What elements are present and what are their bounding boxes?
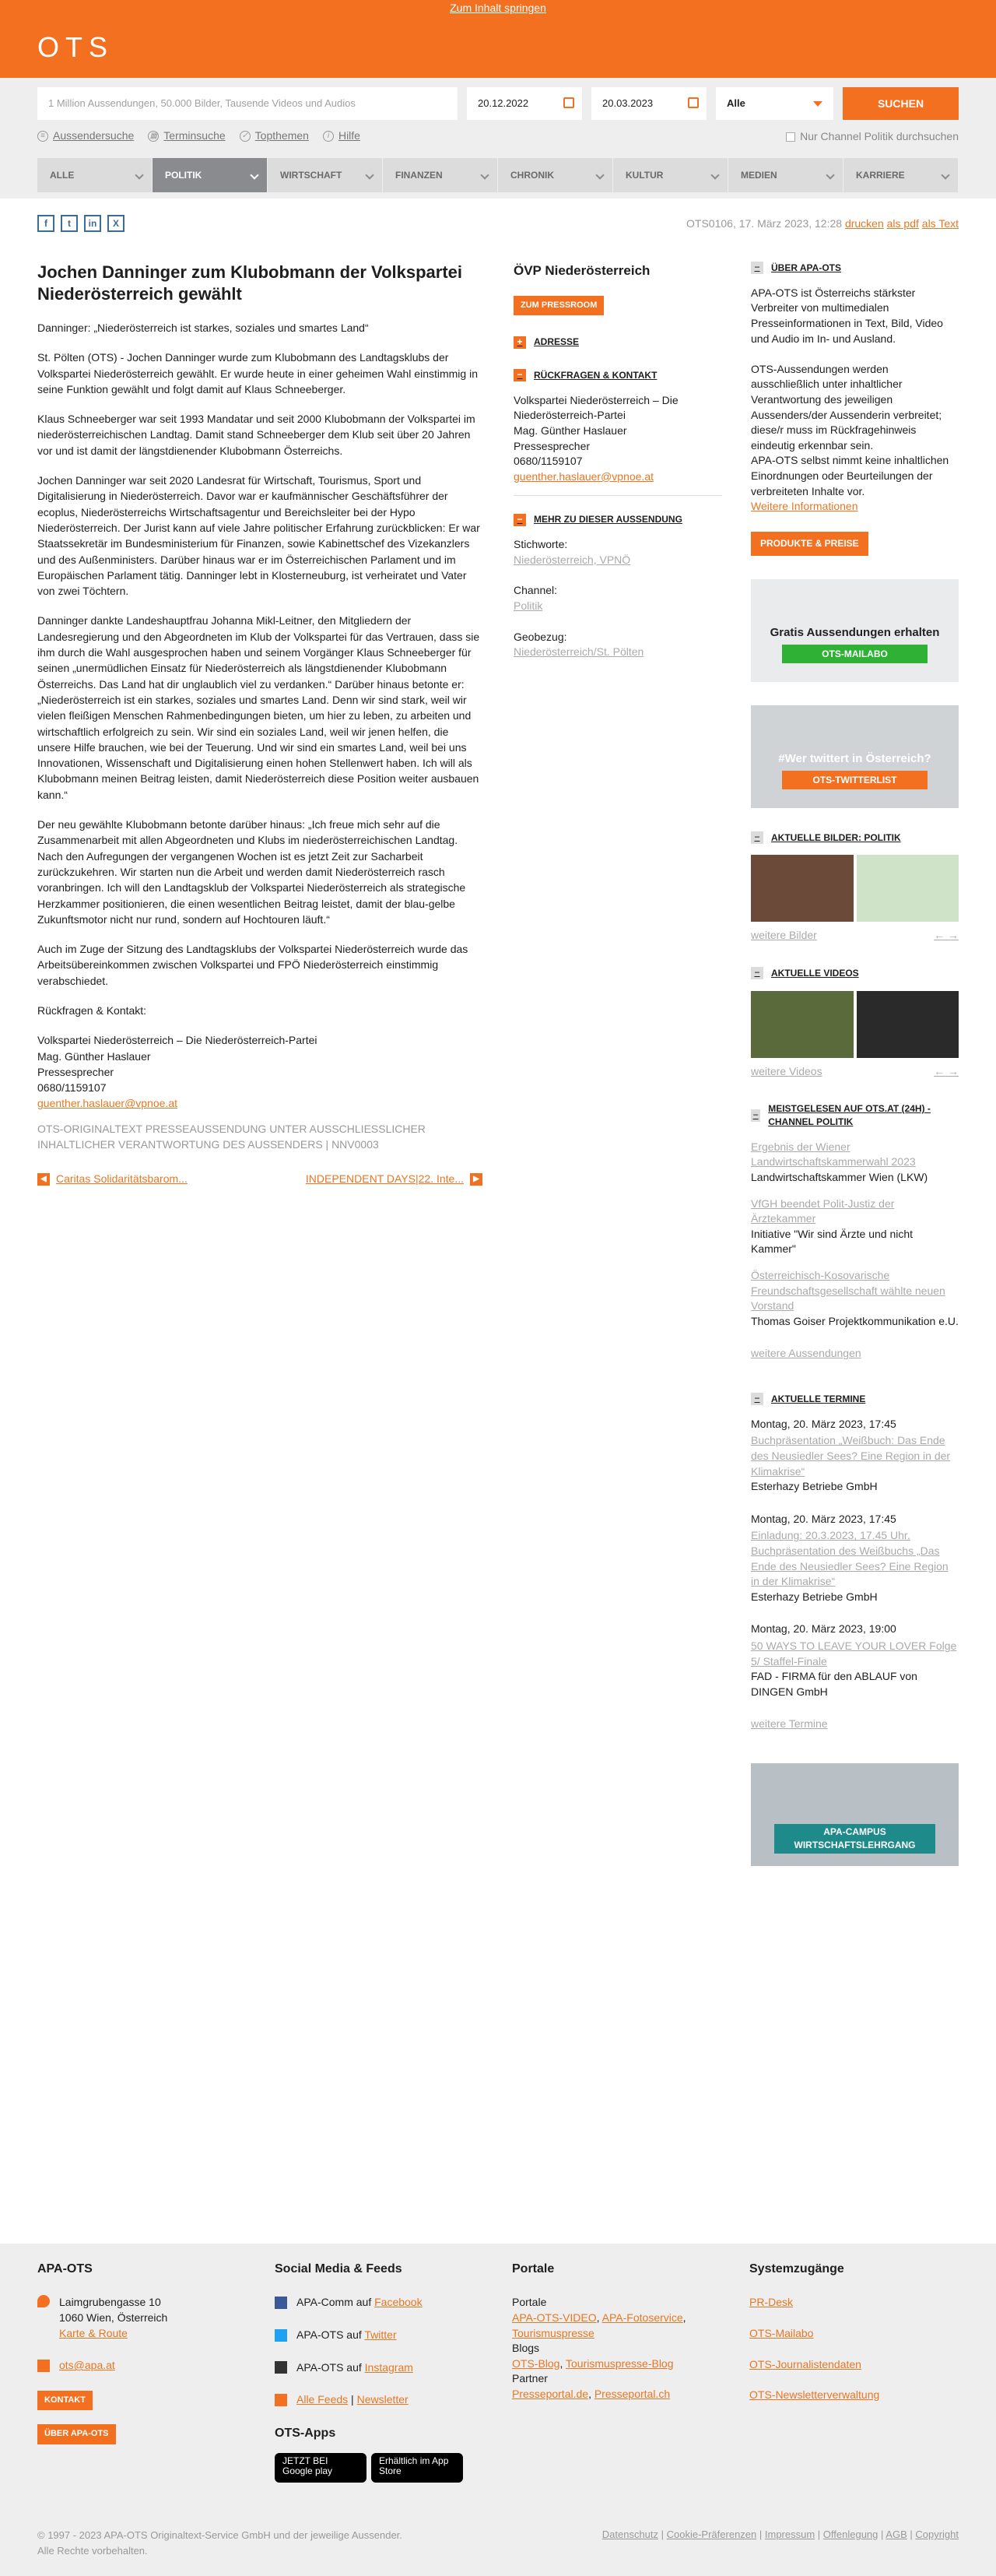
termin-org: Esterhazy Betriebe GmbH: [751, 1590, 878, 1603]
adresse-toggle[interactable]: + ADRESSE: [514, 336, 722, 349]
weitere-videos-link[interactable]: weitere Videos: [751, 1064, 822, 1077]
termin-link[interactable]: Einladung: 20.3.2023, 17.45 Uhr, Buchpräsentation des Weißbuchs „Das Ende des Neusiedler Sees? Eine Region in der Klimakrise“: [751, 1529, 949, 1588]
article-paragraph: St. Pölten (OTS) - Jochen Danninger wurde zum Klubobmann des Landtagsklubs der Volkspartei Niederösterreich gewählt. Er wurde heute in einer geheimen Wahl einstimmig in seine Funktion gewählt und folgt damit auf Klaus Schneeberger.: [37, 351, 478, 395]
meist-org: Thomas Goiser Projektkommunikation e.U.: [751, 1314, 959, 1327]
weitere-aussendungen-link[interactable]: weitere Aussendungen: [751, 1347, 861, 1360]
copyright: © 1997 - 2023 APA-OTS Originaltext-Service GmbH und der jeweilige Aussender. Alle Rechte vorbehalten.: [37, 2529, 402, 2557]
ueber-button[interactable]: ÜBER APA-OTS: [37, 2424, 116, 2444]
footer-col-portale: Portale Portale APA-OTS-VIDEO, APA-Fotoservice, Tourismuspresse Blogs OTS-Blog, Tourismuspresse-Blog Partner Presseportal.de, Presseportal.ch: [512, 2261, 722, 2402]
app-store-badge[interactable]: Erhältlich im App Store: [371, 2453, 463, 2483]
portal-link[interactable]: Tourismuspresse: [512, 2326, 594, 2339]
footer: [0, 2244, 996, 2576]
news-image-thumb[interactable]: [751, 855, 854, 922]
article-meta: OTS0106, 17. März 2023, 12:28 drucken als pdf als Text: [686, 217, 959, 230]
footer-heading: OTS-Apps: [275, 2426, 336, 2440]
minus-icon: −: [514, 369, 526, 381]
checkbox[interactable]: [786, 132, 795, 142]
kontakt-toggle[interactable]: − RÜCKFRAGEN & KONTAKT: [514, 369, 722, 382]
kontakt-button[interactable]: KONTAKT: [37, 2391, 93, 2410]
sender-info: [514, 262, 722, 660]
impressum-link[interactable]: Impressum: [764, 2529, 815, 2540]
weitere-info-link[interactable]: Weitere Informationen: [751, 500, 858, 513]
footer-heading: APA-OTS: [37, 2262, 93, 2276]
skip-link[interactable]: Zum Inhalt springen: [450, 2, 546, 14]
meist-org: Landwirtschaftskammer Wien (LKW): [751, 1171, 928, 1184]
termin-date: Montag, 20. März 2023, 19:00: [751, 1622, 896, 1636]
nav-karriere[interactable]: KARRIERE: [843, 158, 959, 192]
channel-link[interactable]: Politik: [514, 599, 543, 612]
route-link[interactable]: Karte & Route: [59, 2326, 128, 2339]
weitere-termine-link[interactable]: weitere Termine: [751, 1717, 828, 1731]
ueber-toggle[interactable]: − ÜBER APA-OTS: [751, 262, 959, 275]
newsletter-link[interactable]: Newsletter: [356, 2393, 409, 2406]
nav-alle[interactable]: ALLE: [37, 158, 153, 192]
article-paragraph: Danninger: „Niederösterreich ist starkes, soziales und smartes Land“: [37, 322, 369, 334]
system-link[interactable]: OTS-Journalistendaten: [749, 2357, 861, 2370]
header: [0, 0, 996, 78]
feeds-link[interactable]: Alle Feeds: [296, 2393, 349, 2406]
arrow-right-icon: ▶: [470, 1173, 482, 1186]
rss-icon: [275, 2394, 287, 2406]
banner-text: #Wer twittert in Österreich?: [778, 751, 931, 765]
video-thumb[interactable]: [857, 991, 959, 1058]
offenlegung-link[interactable]: Offenlegung: [822, 2529, 879, 2540]
article-paragraph: Klaus Schneeberger war seit 1993 Mandatar und seit 2000 Klubobmann der Volkspartei im niederösterreichischen Landtag. Damit stand Schneeberger dem Klub seit über 20 Jahren vor und ist damit der längstdienender Klubobmann Österreichs.: [37, 413, 475, 457]
twitterlist-button[interactable]: OTS-TWITTERLIST: [782, 771, 928, 789]
search-area: [0, 78, 996, 199]
sender-title: ÖVP Niederösterreich: [514, 263, 651, 278]
termin-org: Esterhazy Betriebe GmbH: [751, 1480, 878, 1493]
portal-link[interactable]: APA-Fotoservice: [601, 2311, 683, 2324]
geo-label: Geobezug:: [514, 630, 567, 643]
facebook-share-icon[interactable]: f: [37, 215, 54, 232]
minus-icon: −: [514, 514, 526, 526]
location-icon: [37, 2295, 50, 2307]
nav-wirtschaft[interactable]: WIRTSCHAFT: [268, 158, 383, 192]
mailabo-banner[interactable]: [751, 579, 959, 682]
text-link[interactable]: als Text: [921, 217, 959, 230]
datenschutz-link[interactable]: Datenschutz: [601, 2529, 659, 2540]
kontakt-email-link[interactable]: guenther.haslauer@vpnoe.at: [514, 469, 654, 483]
copyright-link[interactable]: Copyright: [915, 2529, 959, 2540]
nav-medien[interactable]: MEDIEN: [728, 158, 843, 192]
facebook-link[interactable]: Facebook: [374, 2296, 423, 2309]
nav-finanzen[interactable]: FINANZEN: [383, 158, 498, 192]
share-bar: [37, 215, 124, 232]
calendar-icon: [688, 97, 699, 108]
partner-link[interactable]: Presseportal.ch: [594, 2387, 671, 2400]
minus-icon: −: [751, 262, 763, 274]
google-play-badge[interactable]: JETZT BEI Google play: [275, 2453, 366, 2483]
minus-icon: −: [751, 1393, 763, 1405]
meist-link[interactable]: Ergebnis der Wiener Landwirtschaftskammerwahl 2023: [751, 1140, 916, 1169]
pressroom-button[interactable]: ZUM PRESSROOM: [514, 296, 604, 315]
legal-links: Datenschutz | Cookie-Präferenzen | Impressum | Offenlegung | AGB | Copyright: [601, 2529, 959, 2540]
right-sidebar: [751, 262, 959, 1889]
date-from-input[interactable]: 20.12.2022: [467, 87, 582, 120]
next-article-link[interactable]: INDEPENDENT DAYS|22. Inte... ▶: [306, 1171, 482, 1186]
video-thumb[interactable]: [751, 991, 854, 1058]
article-paragraph: Rückfragen & Kontakt:: [37, 1003, 147, 1017]
main-nav: [37, 158, 959, 192]
nav-kultur[interactable]: KULTUR: [613, 158, 728, 192]
bilder-toggle[interactable]: − AKTUELLE BILDER: POLITIK: [751, 831, 959, 845]
portal-link[interactable]: APA-OTS-VIDEO: [512, 2311, 597, 2324]
blog-link[interactable]: OTS-Blog: [512, 2356, 560, 2370]
minus-icon: −: [751, 831, 763, 844]
partner-link[interactable]: Presseportal.de: [512, 2387, 589, 2400]
stichworte-label: Stichworte:: [514, 538, 568, 551]
termin-link[interactable]: Buchpräsentation „Weißbuch: Das Ende des Neusiedler Sees? Eine Region in der Klimakrise“: [751, 1434, 951, 1478]
category-select[interactable]: Alle: [716, 87, 833, 120]
termine-toggle[interactable]: − AKTUELLE TERMINE: [751, 1393, 959, 1406]
footer-heading: Portale: [512, 2262, 555, 2276]
topthemen-link[interactable]: ✓ Topthemen: [240, 128, 309, 144]
pdf-link[interactable]: als pdf: [886, 217, 919, 230]
termin-date: Montag, 20. März 2023, 17:45: [751, 1417, 896, 1430]
arrow-left-icon[interactable]: ←: [934, 1064, 945, 1077]
ueber-text: APA-OTS ist Österreichs stärkster Verbreiter von multimedialen Presseinformationen in Text, Bild, Video und Audio im In- und Ausland. OTS-Aussendungen werden ausschließlich unter inhaltlicher Verantwortung des jeweiligen Aussenders/der Aussenderin verbreitet; diese/r muss im Rückfragehinweis eindeutig erkennbar sein. APA-OTS selbst nimmt keine inhaltlichen Einordnungen oder Beurteilungen der verbreiteten Inhalte vor.: [751, 286, 949, 497]
blog-link[interactable]: Tourismuspresse-Blog: [566, 2356, 674, 2370]
blogs-label: Blogs: [512, 2342, 540, 2355]
footer-col-system: [749, 2261, 959, 2403]
plus-icon: +: [514, 336, 526, 349]
news-image-thumb[interactable]: [857, 855, 959, 922]
meistgelesen-toggle[interactable]: − MEISTGELESEN AUF OTS.AT (24H) - CHANNEL POLITIK: [751, 1102, 959, 1129]
portale-label: Portale: [512, 2296, 547, 2309]
geo-link[interactable]: Niederösterreich/St. Pölten: [514, 645, 644, 659]
prev-article-link[interactable]: ◀ Caritas Solidaritätsbarom...: [37, 1171, 188, 1186]
info-icon: i: [323, 131, 334, 142]
system-link[interactable]: PR-Desk: [749, 2296, 794, 2309]
arrow-right-icon[interactable]: →: [948, 929, 959, 942]
nav-politik[interactable]: POLITIK: [153, 158, 268, 192]
instagram-icon: [275, 2361, 287, 2374]
weitere-bilder-link[interactable]: weitere Bilder: [751, 929, 817, 942]
system-link[interactable]: OTS-Newsletterverwaltung: [749, 2388, 880, 2402]
contact-email-link[interactable]: guenther.haslauer@vpnoe.at: [37, 1097, 178, 1110]
hilfe-link[interactable]: i Hilfe: [323, 128, 360, 144]
article-paragraph: Der neu gewählte Klubobmann betonte darüber hinaus: „Ich freue mich sehr auf die Zusammenarbeit mit allen Abgeordneten und Klubs im niederösterreichischen Landtag. Nach den Aufregungen der vergangenen Wochen ist es jetzt Zeit zur Sacharbeit zurückzukehren. Wir starten nun die Arbeit und werden damit Niederösterreich rasch voranbringen. Ich will den Landtagsklub der Volkspartei Niederösterreich als strategische Herzkammer positionieren, die einen wesentlichen Beitrag leistet, damit der blau-gelbe Zukunftsmotor nicht nur rund, sondern auf Hochtouren läuft.“: [37, 818, 466, 926]
mail-icon: [37, 2360, 50, 2372]
meist-org: Initiative "Wir sind Ärzte und nicht Kammer": [751, 1227, 914, 1256]
aussendersuche-link[interactable]: ≡ Aussendersuche: [37, 128, 134, 144]
instagram-link[interactable]: Instagram: [364, 2360, 413, 2374]
mail-link[interactable]: ots@apa.at: [59, 2359, 115, 2372]
print-link[interactable]: drucken: [844, 217, 884, 230]
system-link[interactable]: OTS-Mailabo: [749, 2326, 814, 2339]
footer-col-apa: [37, 2261, 247, 2444]
terminsuche-link[interactable]: ▦ Terminsuche: [148, 128, 225, 144]
caret-down-icon: [813, 101, 822, 107]
produkte-button[interactable]: PRODUKTE & PREISE: [751, 532, 868, 556]
meist-link[interactable]: Österreichisch-Kosovarische Freundschaftsgesellschaft wählte neuen Vorstand: [751, 1269, 945, 1313]
search-input[interactable]: 1 Million Aussendungen, 50.000 Bilder, Tausende Videos und Audios: [37, 87, 458, 120]
campus-button[interactable]: APA-CAMPUS WIRTSCHAFTSLEHRGANG: [774, 1824, 935, 1854]
channel-checkbox[interactable]: Nur Channel Politik durchsuchen: [786, 129, 959, 145]
nav-chronik[interactable]: CHRONIK: [498, 158, 613, 192]
footer-col-social: Social Media & Feeds APA-Comm auf Facebook APA-OTS auf Twitter APA-OTS auf Instagram Alle Feeds | Newsletter OTS-Apps JETZT BEI Google playErhältlich im App Store: [275, 2261, 485, 2483]
arrow-left-icon[interactable]: ←: [934, 929, 945, 942]
partner-label: Partner: [512, 2372, 548, 2385]
compass-icon: ✓: [240, 131, 251, 142]
meist-link[interactable]: VfGH beendet Polit-Justiz der Ärztekammer: [751, 1197, 895, 1225]
campus-banner[interactable]: [751, 1763, 959, 1866]
list-icon: ≡: [37, 131, 48, 142]
ots-logo[interactable]: OTS: [37, 31, 114, 63]
twitter-link[interactable]: Twitter: [364, 2328, 397, 2341]
arrow-left-icon: ◀: [37, 1173, 50, 1186]
termin-link[interactable]: 50 WAYS TO LEAVE YOUR LOVER Folge 5/ Staffel-Finale: [751, 1639, 957, 1668]
ots-footer-note: OTS-ORIGINALTEXT PRESSEAUSSENDUNG UNTER AUSSCHLIESSLICHER INHALTLICHER VERANTWORTUNG DES AUSSENDERS | NNV0003: [37, 1122, 426, 1151]
article-paragraph: Auch im Zuge der Sitzung des Landtagsklubs der Volkspartei Niederösterreich wurde das Arbeitsübereinkommen zwischen Volkspartei und FPÖ Niederösterreich einstimmig verabschiedet.: [37, 943, 468, 987]
article-title: Jochen Danninger zum Klubobmann der Volkspartei Niederösterreich gewählt: [37, 262, 463, 304]
banner-text: Gratis Aussendungen erhalten: [770, 625, 940, 639]
address: Laimgrubengasse 10 1060 Wien, Österreich: [59, 2296, 168, 2324]
footer-heading: Social Media & Feeds: [275, 2262, 402, 2276]
agb-link[interactable]: AGB: [886, 2529, 907, 2540]
search-button[interactable]: SUCHEN: [843, 87, 959, 120]
date-to-input[interactable]: 20.03.2023: [591, 87, 707, 120]
calendar-icon: ▦: [148, 131, 159, 142]
termin-date: Montag, 20. März 2023, 17:45: [751, 1512, 896, 1525]
facebook-icon: [275, 2297, 287, 2309]
mehr-toggle[interactable]: − MEHR ZU DIESER AUSSENDUNG: [514, 513, 722, 526]
mailabo-button[interactable]: OTS-MAILABO: [782, 645, 928, 663]
twitter-icon: [275, 2329, 287, 2342]
stichworte-links[interactable]: Niederösterreich, VPNÖ: [514, 553, 631, 566]
twitter-share-icon[interactable]: t: [61, 215, 78, 232]
arrow-right-icon[interactable]: →: [948, 1064, 959, 1077]
minus-icon: −: [751, 967, 763, 979]
article-paragraph: Danninger dankte Landeshauptfrau Johanna Mikl-Leitner, den Mitgliedern der Landesregierung und den Abgeordneten im Klub der Volkspartei für das Vertrauen, dass sie ihm durch die Wahl ausgesprochen haben und seinem Vorgänger Klaus Schneeberger für seinen „unermüdlichen Einsatz für Niederösterreich als längstdienender Klubobmann Österreichs. Das Land hat dir unglaublich viel zu verdanken.“ Darüber hinaus betonte er: „Niederösterreich ist ein starkes, soziales und smartes Land. Denn wir sind stark, weil wir vielen fleißigen Menschen Rahmenbedingungen bieten, um hier zu leben, zu arbeiten und wirtschaftlich erfolgreich zu sein. Wir sind ein soziales Land, weil wir jenen helfen, die unsere Hilfe brauchen, wie bei der Teuerung. Und wir sind ein smartes Land, weil bei uns Innovationen, Wissenschaft und Digitalisierung einen hohen Stellenwert haben. Ich will als Klubobmann meinen Beitrag leisten, damit Niederösterreich diese Position weiter ausbauen kann.“: [37, 614, 480, 801]
article: [37, 262, 482, 1187]
linkedin-share-icon[interactable]: in: [84, 215, 101, 232]
minus-icon: −: [751, 1109, 760, 1122]
channel-label: Channel:: [514, 584, 558, 597]
cookie-link[interactable]: Cookie-Präferenzen: [666, 2529, 757, 2540]
videos-toggle[interactable]: − AKTUELLE VIDEOS: [751, 967, 959, 980]
twitterlist-banner[interactable]: [751, 705, 959, 808]
xing-share-icon[interactable]: X: [107, 215, 124, 232]
footer-heading: Systemzugänge: [749, 2262, 844, 2276]
calendar-icon: [563, 97, 574, 108]
kontakt-text: Volkspartei Niederösterreich – Die Niederösterreich-Partei Mag. Günther Haslauer Pressesprecher 0680/1159107: [514, 393, 679, 468]
contact-block: Volkspartei Niederösterreich – Die Niederösterreich-Partei Mag. Günther Haslauer Pressesprecher 0680/1159107: [37, 1034, 317, 1095]
article-paragraph: Jochen Danninger war seit 2020 Landesrat für Wirtschaft, Tourismus, Sport und Digitalisierung in Niederösterreich. Davor war er kaufmännischer Geschäftsführer der ecoplus, Niederösterreichs Wirtschaftsagentur und Bereichsleiter bei der Hypo Niederösterreich. Der Jurist kann auf viele Jahre politischer Erfahrung zurückblicken: Er war Staatssekretär im Bundesministerium für Finanzen, sowie Kabinettschef des Vizekanzlers und des Außenministers. Darüber hinaus war er im Österreichischen Parlament und im Europäischen Parlament tätig. Danninger lebt in Klosterneuburg, ist verheiratet und Vater von zwei Töchtern.: [37, 474, 480, 598]
termin-org: FAD - FIRMA für den ABLAUF von DINGEN GmbH: [751, 1670, 917, 1698]
